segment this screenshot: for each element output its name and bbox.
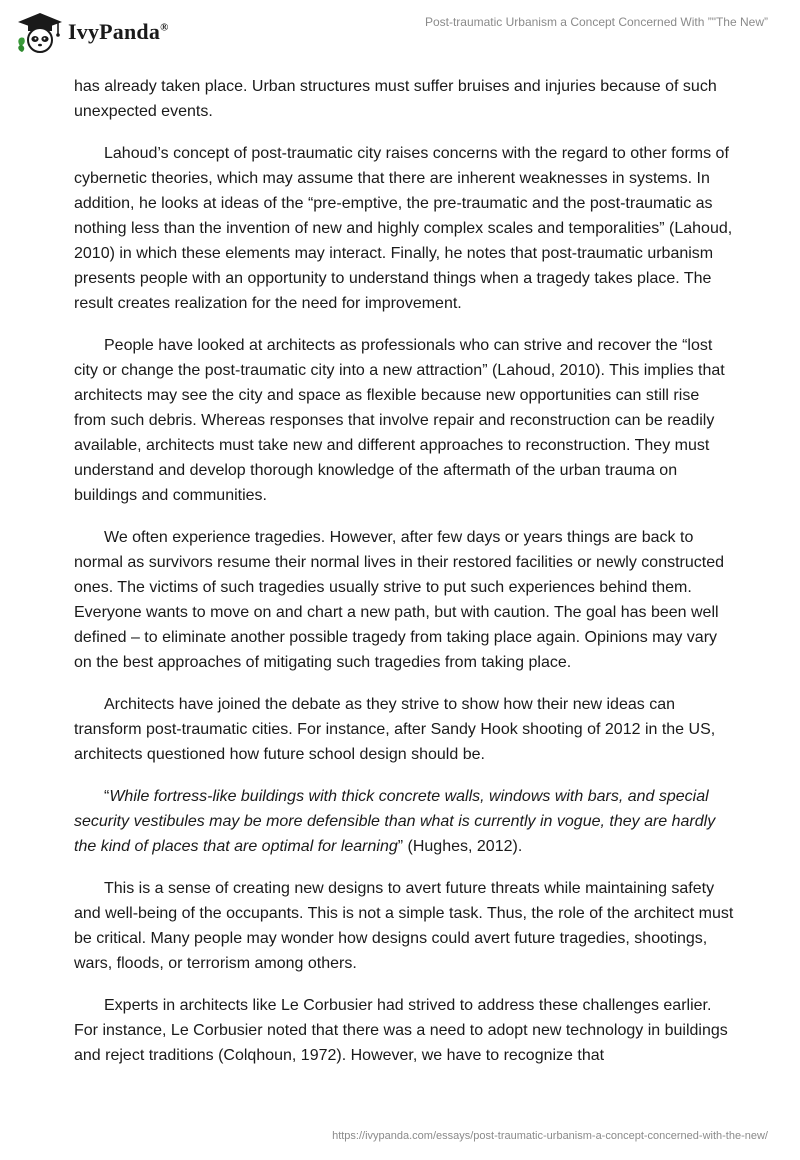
paragraph: has already taken place. Urban structures must suffer bruises and injuries because of such unexpected events. bbox=[74, 78, 717, 120]
quote-open: “ bbox=[104, 788, 110, 805]
document-title: Post-traumatic Urbanism a Concept Concerned With ”"The New” bbox=[424, 15, 768, 29]
paragraph: This is a sense of creating new designs to avert future threats while maintaining safety and well-being of the occupants. This is not a simple task. Thus, the role of the architect must be critical. Many people may wonder how designs could avert future tragedies, shootings, wars, floods, or terrorism among others. bbox=[74, 880, 734, 972]
essay-body bbox=[74, 70, 734, 1085]
paragraph: Lahoud’s concept of post-traumatic city raises concerns with the regard to other forms of cybernetic theories, which may assume that there are inherent weaknesses in systems. In addition, he looks at ideas of the “pre-emptive, the pre-traumatic and the post-traumatic as nothing less than the invention of new and highly complex scales and temporalities” (Lahoud, 2010) in which these elements may interact. Finally, he notes that post-traumatic urbanism presents people with an opportunity to understand things when a tragedy takes place. The result creates realization for the need for improvement. bbox=[74, 145, 733, 312]
block-quote bbox=[74, 784, 734, 859]
paragraph: Architects have joined the debate as they strive to show how their new ideas can transform post-traumatic cities. For instance, after Sandy Hook shooting of 2012 in the US, architects questioned how future school design should be. bbox=[74, 696, 716, 763]
quote-citation: ” (Hughes, 2012). bbox=[397, 838, 523, 855]
brand-name: IvyPanda® bbox=[68, 19, 169, 44]
source-url[interactable]: https://ivypanda.com/essays/post-traumatic-urbanism-a-concept-concerned-with-the-new/ bbox=[332, 1130, 768, 1142]
ivypanda-logo[interactable] bbox=[14, 10, 169, 54]
quote-text: While fortress-like buildings with thick concrete walls, windows with bars, and special security vestibules may be more defensible than what is currently in vogue, they are hardly the kind of places that are optimal for learning bbox=[74, 788, 716, 855]
paragraph: People have looked at architects as professionals who can strive and recover the “lost city or change the post-traumatic city into a new attraction” (Lahoud, 2010). This implies that architects may see the city and space as flexible because new opportunities can still rise from such debris. Whereas responses that involve repair and reconstruction can be readily available, architects must take new and different approaches to reconstruction. They must understand and develop thorough knowledge of the aftermath of the urban trauma on buildings and communities. bbox=[74, 337, 725, 504]
paragraph: We often experience tragedies. However, after few days or years things are back to normal as survivors resume their normal lives in their restored facilities or newly constructed ones. The victims of such tragedies usually strive to put such experiences behind them. Everyone wants to move on and chart a new path, but with caution. The goal has been well defined – to eliminate another possible tragedy from taking place again. Opinions may vary on the best approaches of mitigating such tragedies from taking place. bbox=[74, 529, 725, 671]
panda-graduate-icon bbox=[14, 10, 64, 54]
paragraph: Experts in architects like Le Corbusier had strived to address these challenges earlier. For instance, Le Corbusier noted that there was a need to adopt new technology in buildings and reject traditions (Colqhoun, 1972). However, we have to recognize that bbox=[74, 997, 728, 1064]
page-header bbox=[0, 0, 800, 70]
